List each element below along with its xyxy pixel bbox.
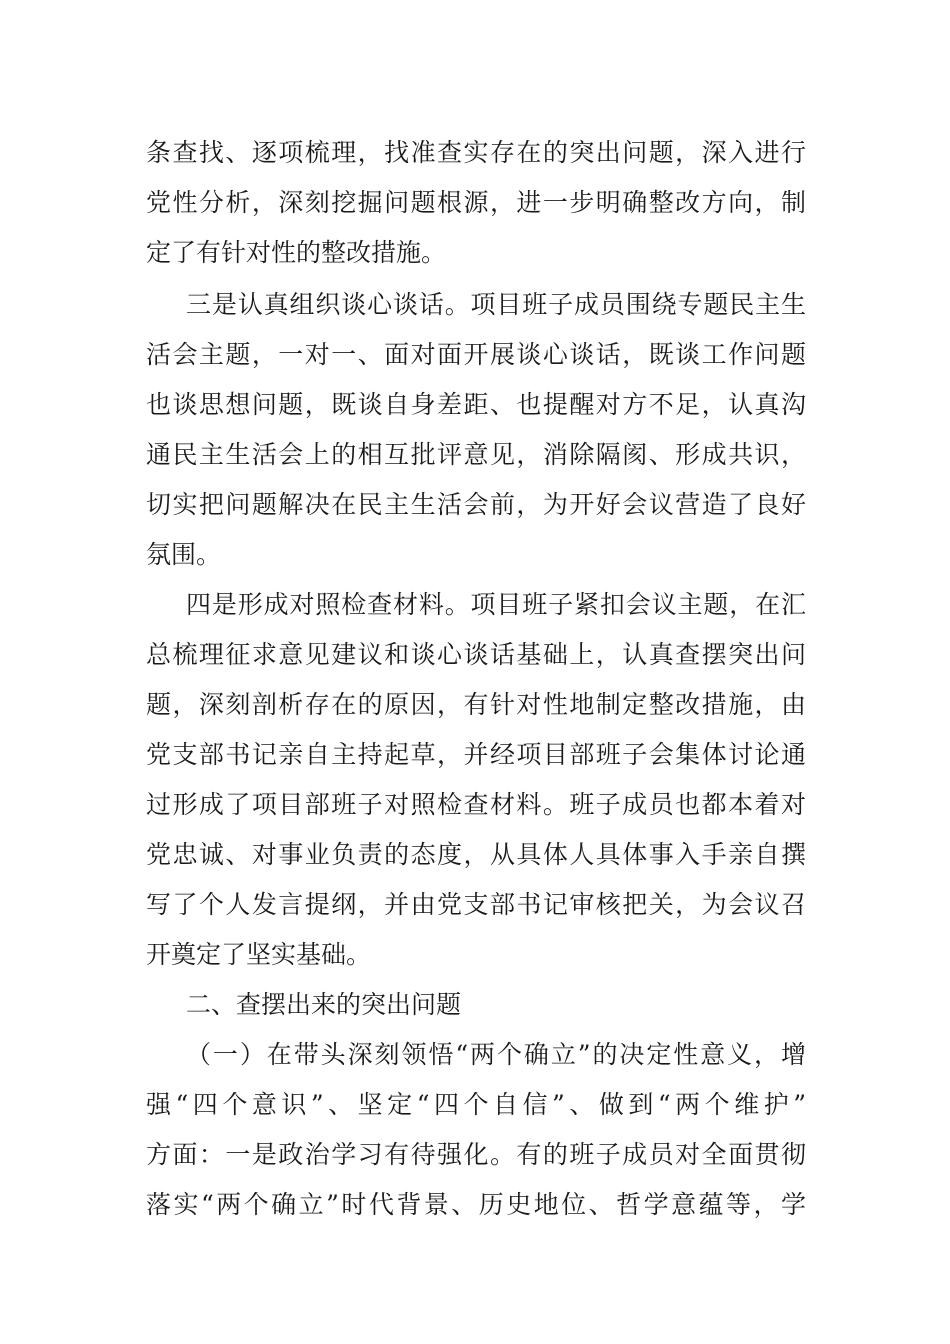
text-line: 落实“两个确立”时代背景、历史地位、哲学意蕴等，学 — [146, 1190, 806, 1219]
text-line: 总梳理征求意见建议和谈心谈话基础上，认真查摆突出问 — [146, 640, 806, 669]
paragraph-start-line: 四是形成对照检查材料。项目班子紧扣会议主题，在汇 — [186, 590, 806, 619]
text-line: 方面：一是政治学习有待强化。有的班子成员对全面贯彻 — [146, 1140, 806, 1169]
paragraph-start-line: （一）在带头深刻领悟“两个确立”的决定性意义，增 — [186, 1040, 806, 1069]
text-line: 开奠定了坚实基础。 — [146, 940, 372, 969]
paragraph-start-line: 三是认真组织谈心谈话。项目班子成员围绕专题民主生 — [186, 290, 806, 319]
text-line: 条查找、逐项梳理，找准查实存在的突出问题，深入进行 — [146, 138, 806, 167]
text-line: 活会主题，一对一、面对面开展谈心谈话，既谈工作问题 — [146, 340, 806, 369]
text-line: 也谈思想问题，既谈自身差距、也提醒对方不足，认真沟 — [146, 390, 806, 419]
text-line: 强“四个意识”、坚定“四个自信”、做到“两个维护” — [146, 1090, 806, 1119]
text-line: 切实把问题解决在民主生活会前，为开好会议营造了良好 — [146, 490, 806, 519]
text-line: 通民主生活会上的相互批评意见，消除隔阂、形成共识， — [146, 440, 806, 469]
text-line: 过形成了项目部班子对照检查材料。班子成员也都本着对 — [146, 790, 806, 819]
text-line: 写了个人发言提纲，并由党支部书记审核把关，为会议召 — [146, 890, 806, 919]
text-line: 党支部书记亲自主持起草，并经项目部班子会集体讨论通 — [146, 740, 806, 769]
text-line: 题，深刻剖析存在的原因，有针对性地制定整改措施，由 — [146, 690, 806, 719]
text-line: 定了有针对性的整改措施。 — [146, 238, 447, 267]
section-heading: 二、查摆出来的突出问题 — [186, 990, 462, 1019]
text-line: 党忠诚、对事业负责的态度，从具体人具体事入手亲自撰 — [146, 840, 806, 869]
text-line: 党性分析，深刻挖掘问题根源，进一步明确整改方向，制 — [146, 188, 806, 217]
text-line: 氛围。 — [146, 540, 222, 569]
